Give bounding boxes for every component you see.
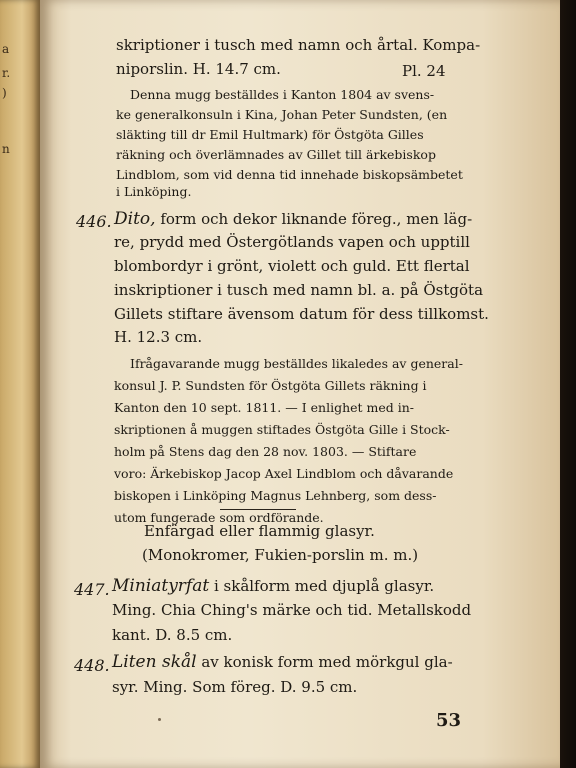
prev-page-fragment: ) [2, 86, 7, 100]
text-line: Gillets stiftare ävensom datum för dess tillkomst. [114, 305, 489, 323]
entry-first-line [112, 652, 453, 672]
text-line: Ming. Chia Ching's märke och tid. Metallskodd [112, 601, 472, 619]
text-line: kant. D. 8.5 cm. [112, 626, 233, 644]
paper-speck [158, 718, 161, 721]
text-line: blombordyr i grönt, violett och guld. Ett flertal [114, 257, 470, 275]
previous-page-edge [0, 0, 40, 768]
text-line: Ifrågavarande mugg beställdes likaledes av general- [130, 356, 463, 371]
text-line: re, prydd med Östergötlands vapen och upptill [114, 233, 470, 251]
text-line: syr. Ming. Som föreg. D. 9.5 cm. [112, 678, 358, 696]
text-line: i Linköping. [116, 184, 192, 199]
entry-text: i skålform med djuplå glasyr. [213, 577, 435, 595]
text-line: Denna mugg beställdes i Kanton 1804 av svens- [130, 87, 435, 102]
entry-first-line [114, 209, 472, 229]
text-line: skriptioner i tusch med namn och årtal. Kompa- [116, 36, 481, 54]
text-line: Kanton den 10 sept. 1811. — I enlighet med in- [114, 400, 415, 415]
prev-page-fragment: a [2, 42, 10, 56]
entry-title: Liten skål [112, 652, 197, 672]
text-line: ke generalkonsuln i Kina, Johan Peter Sundsten, (en [116, 107, 448, 122]
page-number: 53 [436, 710, 462, 731]
text-line: niporslin. H. 14.7 cm. [116, 60, 281, 78]
text-line: skriptionen å muggen stiftades Östgöta Gille i Stock- [114, 422, 450, 437]
text-line: konsul J. P. Sundsten för Östgöta Gillets räkning i [114, 378, 427, 393]
text-line: H. 12.3 cm. [114, 328, 203, 346]
plate-reference: Pl. 24 [402, 62, 446, 80]
entry-title: Dito, [114, 209, 156, 229]
entry-number: 448. [74, 656, 110, 675]
text-line: Lindblom, som vid denna tid innehade biskopsämbetet [116, 167, 463, 182]
entry-text: av konisk form med mörkgul gla- [201, 653, 453, 671]
entry-title: Miniatyrfat [112, 576, 210, 596]
section-subheading: (Monokromer, Fukien-porslin m. m.) [142, 546, 419, 564]
entry-first-line [112, 576, 434, 596]
section-heading: Enfärgad eller flammig glasyr. [144, 522, 375, 540]
section-divider [220, 509, 296, 510]
entry-text: form och dekor liknande föreg., men läg- [160, 210, 473, 228]
text-line: holm på Stens dag den 28 nov. 1803. — Stiftare [114, 444, 417, 459]
book-page [40, 0, 560, 768]
text-line: räkning och överlämnades av Gillet till ärkebiskop [116, 147, 436, 162]
text-line: utom fungerade som ordförande. [114, 510, 324, 525]
prev-page-fragment: n [2, 142, 10, 156]
background-edge [560, 0, 576, 768]
text-line: inskriptioner i tusch med namn bl. a. på Östgöta [114, 281, 484, 299]
entry-number: 447. [74, 580, 110, 599]
text-line: biskopen i Linköping Magnus Lehnberg, som dess- [114, 488, 437, 503]
text-line: släkting till dr Emil Hultmark) för Östgöta Gilles [116, 127, 424, 142]
text-line: voro: Ärkebiskop Jacop Axel Lindblom och dåvarande [114, 466, 454, 481]
prev-page-fragment: r. [2, 66, 11, 80]
entry-number: 446. [76, 212, 112, 231]
